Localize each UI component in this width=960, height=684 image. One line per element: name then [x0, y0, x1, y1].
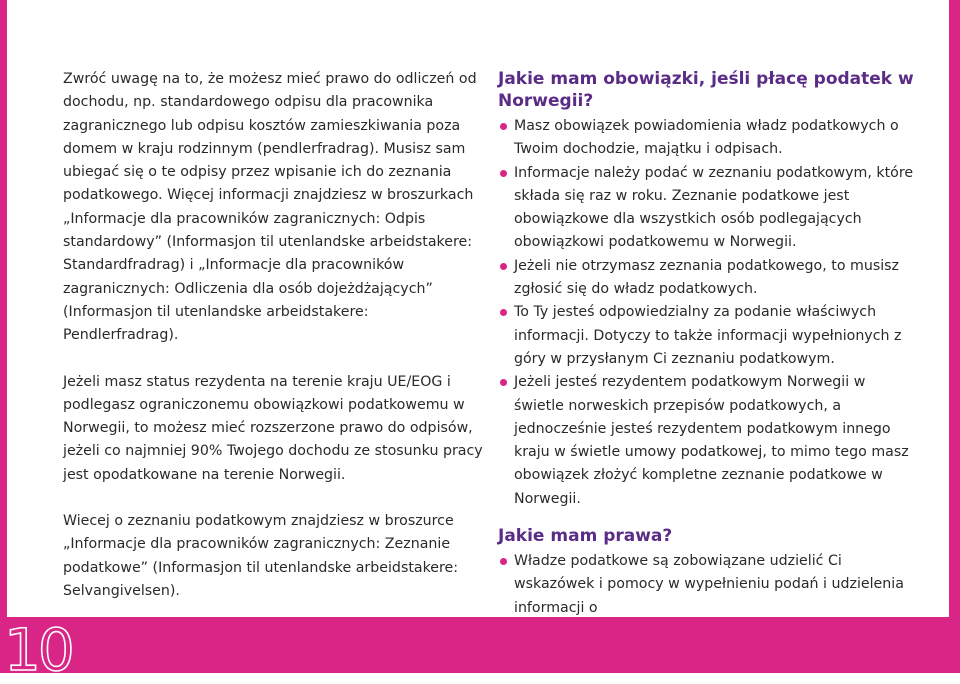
- page-number: 10: [4, 616, 72, 684]
- paragraph-eu-resident: Jeżeli masz status rezydenta na terenie kraju UE/EOG i podlegasz ograniczonemu obowiązkowi podatkowemu w Norwegii, to możesz mieć rozszerzone prawo do odpisów, jeżeli co najmniej 90% Twojego dochodu ze stosunku pracy jest opodatkowane na terenie Norwegii.: [63, 373, 483, 483]
- right-column: [498, 68, 918, 620]
- bullet-icon: [500, 170, 507, 177]
- paragraph-tax-return-brochure: Wiecej o zeznaniu podatkowym znajdziesz w broszurce „Informacje dla pracowników zagranicznych: Zeznanie podatkowe” (Informasjon til utenlandske arbeidstakere: Selvangivelsen).: [63, 513, 459, 599]
- paragraph-deductions: Zwróć uwagę na to, że możesz mieć prawo do odliczeń od dochodu, np. standardowego odpisu dla pracownika zagranicznego lub odpisu kosztów zamieszkiwania poza domem w kraju rodzinnym (pendlerfradrag). Musisz sam ubiegać się o te odpisy przez wpisanie ich do zeznania podatkowego. Więcej informacji znajdziesz w broszurkach „Informacje dla pracowników zagranicznych: Odpis standardowy” (Informasjon til utenlandske arbeidstakere: Standardfradrag) i „Informacje dla pracowników zagranicznych: Odliczenia dla osób dojeżdżających” (Informasjon til utenlandske arbeidstakere: Pendlerfradrag).: [63, 71, 477, 344]
- rights-list: [498, 550, 918, 620]
- list-item: Masz obowiązek powiadomienia władz podatkowych o Twoim dochodzie, majątku i odpisach.: [498, 115, 918, 162]
- bullet-icon: [500, 263, 507, 270]
- obligations-heading: Jakie mam obowiązki, jeśli płacę podatek w Norwegii?: [498, 69, 914, 111]
- bullet-icon: [500, 309, 507, 316]
- list-item: Władze podatkowe są zobowiązane udzielić Ci wskazówek i pomocy w wypełnieniu podań i udzielenia informacji o: [498, 550, 918, 620]
- left-column: [63, 68, 483, 626]
- list-item: Jeżeli nie otrzymasz zeznania podatkowego, to musisz zgłosić się do władz podatkowych.: [498, 255, 918, 302]
- bullet-icon: [500, 123, 507, 130]
- left-accent-bar: [0, 0, 7, 673]
- rights-heading: Jakie mam prawa?: [498, 526, 673, 547]
- bullet-icon: [500, 379, 507, 386]
- obligations-list: [498, 115, 918, 511]
- list-item: To Ty jesteś odpowiedzialny za podanie właściwych informacji. Dotyczy to także informacji wypełnionych z góry w przysłanym Ci zeznaniu podatkowym.: [498, 301, 918, 371]
- list-item: Jeżeli jesteś rezydentem podatkowym Norwegii w świetle norweskich przepisów podatkowych, a jednocześnie jesteś rezydentem podatkowym innego kraju w świetle umowy podatkowej, to mimo tego masz obowiązek złożyć kompletne zeznanie podatkowe w Norwegii.: [498, 371, 918, 511]
- bullet-icon: [500, 558, 507, 565]
- list-item: Informacje należy podać w zeznaniu podatkowym, które składa się raz w roku. Zeznanie podatkowe jest obowiązkowe dla wszystkich osób podlegających obowiązkowi podatkowemu w Norwegii.: [498, 162, 918, 255]
- right-accent-bar: [949, 0, 960, 673]
